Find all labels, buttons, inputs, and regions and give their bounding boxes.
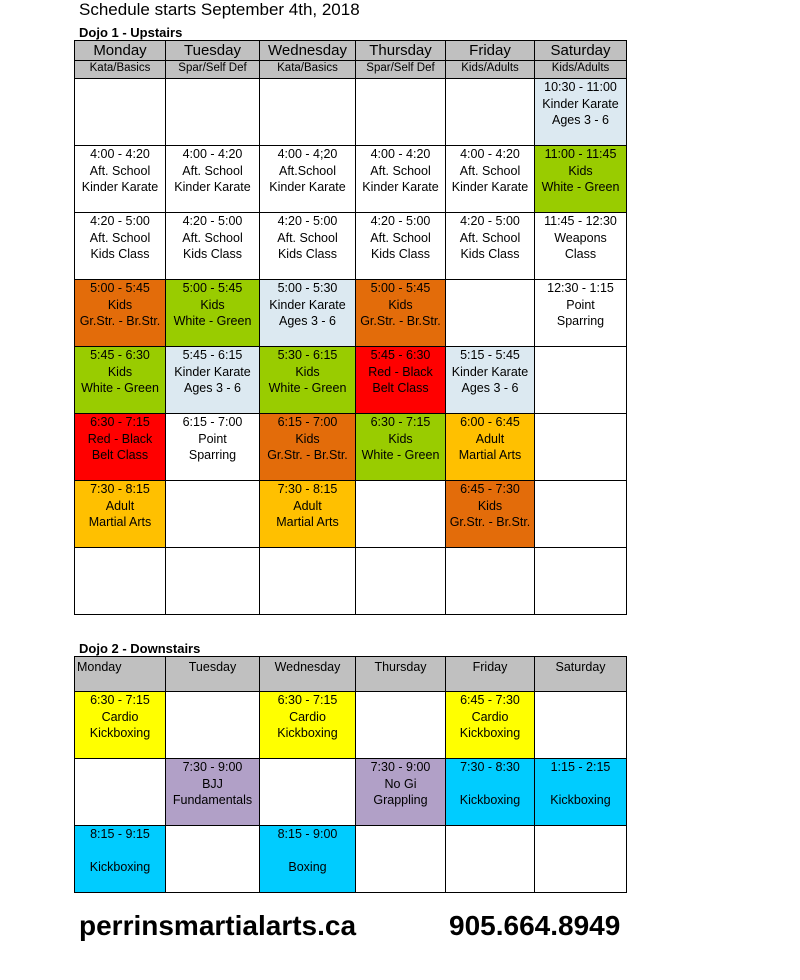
class-line [75,843,165,860]
class-cell [260,481,356,548]
class-cell [356,414,446,481]
class-line: Point [566,297,595,312]
empty-cell [75,548,166,615]
class-line: BJJ [202,776,223,791]
class-line: 4:20 - 5:00 [370,214,431,228]
class-line: 6:30 - 7:15 [90,693,150,707]
empty-cell [75,79,166,146]
empty-cell [356,826,446,893]
schedule-row [75,213,627,280]
class-cell [446,414,535,481]
empty-cell [356,481,446,548]
class-line: Adult [293,498,322,513]
class-line: Kids Class [460,247,520,261]
class-line: Martial Arts [88,515,152,529]
class-cell [446,692,535,759]
class-line: Kinder Karate [174,364,251,379]
class-line: 6:45 - 7:30 [460,482,520,496]
class-line: 4:20 - 5:00 [182,214,243,228]
class-cell [75,347,166,414]
class-line: Kids Class [370,247,431,261]
day-header: Friday [446,657,535,692]
class-line: 11:45 - 12:30 [544,214,617,228]
dojo2-schedule-table [74,656,627,893]
class-line [446,776,534,793]
empty-cell [446,79,535,146]
class-line [535,776,626,793]
class-line: 6:45 - 7:30 [460,693,520,707]
class-line: Kickboxing [277,726,338,740]
class-cell [356,280,446,347]
class-line: Adult [105,498,135,513]
empty-cell [356,79,446,146]
class-line: Class [564,247,597,261]
schedule-title: Schedule starts September 4th, 2018 [79,0,360,19]
empty-cell [75,759,166,826]
class-line: Martial Arts [276,515,339,529]
class-line: 6:15 - 7:00 [182,415,243,429]
class-line: 4:00 - 4:20 [370,147,431,161]
empty-cell [260,759,356,826]
class-line: 1:15 - 2:15 [550,760,611,774]
class-line: Cardio [101,709,139,724]
class-cell [75,280,166,347]
class-line: Aft. School [89,230,151,245]
class-line: 7:30 - 8:30 [460,760,520,774]
class-cell [75,213,166,280]
empty-cell [535,347,627,414]
dojo2-header-row [75,657,627,692]
class-line: Red - Black [87,431,153,446]
day-header [260,41,356,79]
class-line: Cardio [471,709,509,724]
class-line: 4:00 - 4;20 [277,147,338,161]
class-line: 5:00 - 5:45 [90,281,150,295]
empty-cell [166,548,260,615]
day-header: Monday [75,657,166,692]
day-focus: Kids/Adults [446,60,534,76]
class-line: Aft. School [459,230,521,245]
class-line: Cardio [289,709,326,724]
class-line: 4:00 - 4:20 [182,147,243,161]
class-line: Kickboxing [459,793,521,807]
class-line: Kids [107,364,133,379]
class-cell [260,213,356,280]
class-line: Kids Class [182,247,243,261]
day-name: Tuesday [184,42,241,59]
class-line: 4:00 - 4:20 [90,147,150,161]
class-line: 12:30 - 1:15 [547,281,614,295]
class-line: Kids [568,163,593,178]
schedule-row [75,347,627,414]
class-line: Aft. School [370,230,431,245]
class-cell [535,146,627,213]
class-cell [535,79,627,146]
class-line: Aft. School [182,163,243,178]
class-line: 6:30 - 7:15 [277,693,338,707]
class-cell [446,146,535,213]
class-line: Belt Class [91,448,149,462]
schedule-row [75,481,627,548]
day-focus: Kids/Adults [535,60,626,76]
class-line: White - Green [173,314,252,328]
class-line: Kickboxing [459,726,521,740]
class-line: 7:30 - 9:00 [182,760,243,774]
class-cell [75,146,166,213]
class-line: 6:30 - 7:15 [90,415,150,429]
day-header: Saturday [535,657,627,692]
dojo1-header-row [75,41,627,79]
schedule-row [75,548,627,615]
schedule-row [75,280,627,347]
class-cell [166,414,260,481]
class-line: 11:00 - 11:45 [544,147,617,161]
class-cell [166,146,260,213]
empty-cell [535,826,627,893]
class-line: 8:15 - 9:00 [277,827,338,841]
class-line: 7:30 - 8:15 [90,482,150,496]
class-cell [446,347,535,414]
day-header [75,41,166,79]
class-line: Kids [295,364,320,379]
class-cell [260,146,356,213]
class-cell [356,759,446,826]
empty-cell [260,548,356,615]
class-cell [356,146,446,213]
class-line: Kids [477,498,503,513]
class-line: Martial Arts [458,448,522,462]
class-line: Adult [475,431,505,446]
class-line: Ages 3 - 6 [184,381,241,395]
class-line: Fundamentals [172,793,253,807]
class-line: Aft. School [459,163,521,178]
class-line: White - Green [268,381,347,395]
class-cell [446,759,535,826]
class-line: 10:30 - 11:00 [544,80,617,94]
class-cell [260,826,356,893]
class-line: Kids Class [277,247,338,261]
class-line: Gr.Str. - Br.Str. [449,515,531,529]
class-line: Kinder Karate [174,180,251,194]
day-name: Monday [93,42,147,59]
class-line: Aft. School [370,163,431,178]
class-cell [166,759,260,826]
class-line: Kids [388,297,413,312]
empty-cell [260,79,356,146]
empty-cell [356,548,446,615]
class-line: Sparring [556,314,605,328]
class-cell [260,692,356,759]
schedule-row [75,759,627,826]
class-line: Kinder Karate [451,364,529,379]
class-cell [446,213,535,280]
day-focus: Spar/Self Def [166,60,259,76]
class-cell [260,347,356,414]
day-name: Thursday [369,42,432,59]
empty-cell [535,548,627,615]
dojo1-schedule-table [74,40,627,615]
class-line: 6:30 - 7:15 [370,415,431,429]
class-cell [166,213,260,280]
class-line: 5:45 - 6:30 [370,348,431,362]
class-cell [535,213,627,280]
day-header [535,41,627,79]
class-line: Aft. School [277,230,338,245]
class-cell [356,213,446,280]
class-line: No Gi [384,776,417,791]
class-line: Aft. School [89,163,151,178]
class-cell [535,759,627,826]
class-line: White - Green [541,180,620,194]
class-line: Kickboxing [89,860,151,874]
empty-cell [166,826,260,893]
empty-cell [535,414,627,481]
class-line: 6:00 - 6:45 [460,415,520,429]
class-line: 7:30 - 8:15 [277,482,338,496]
class-cell [75,481,166,548]
class-cell [260,414,356,481]
class-line: Sparring [188,448,237,462]
class-cell [446,481,535,548]
class-line: Gr.Str. - Br.Str. [267,448,348,462]
class-cell [260,280,356,347]
day-name: Friday [469,42,511,59]
day-focus: Kata/Basics [75,60,165,76]
empty-cell [535,481,627,548]
day-focus: Kata/Basics [260,60,355,76]
empty-cell [166,692,260,759]
class-line: 6:15 - 7:00 [277,415,338,429]
class-line: 8:15 - 9:15 [90,827,150,841]
day-name: Wednesday [268,42,347,59]
class-cell [166,347,260,414]
website-link[interactable]: perrinsmartialarts.ca [79,910,357,941]
schedule-row [75,79,627,146]
day-header [166,41,260,79]
empty-cell [166,481,260,548]
class-line: Ages 3 - 6 [461,381,519,395]
empty-cell [356,692,446,759]
class-line: 5:45 - 6:15 [182,348,243,362]
class-line: Kids [388,431,413,446]
class-line: Kids [200,297,225,312]
schedule-row [75,826,627,893]
class-line: Kickboxing [550,793,611,807]
class-line: 7:30 - 9:00 [370,760,431,774]
empty-cell [166,79,260,146]
class-cell [356,347,446,414]
class-line: Kids [295,431,320,446]
class-line: Kinder Karate [269,297,346,312]
day-header: Thursday [356,657,446,692]
dojo2-label: Dojo 2 - Downstairs [79,641,201,656]
class-line: 5:00 - 5:45 [370,281,431,295]
class-line [260,843,355,860]
class-line: Boxing [288,860,327,874]
class-line: Belt Class [372,381,429,395]
class-line: 5:00 - 5:30 [277,281,338,295]
class-line: 4:20 - 5:00 [460,214,520,228]
class-line: Gr.Str. - Br.Str. [79,314,161,328]
class-line: Kinder Karate [542,96,619,111]
class-line: Weapons [554,230,607,245]
class-line: Kickboxing [89,726,151,740]
class-line: Ages 3 - 6 [279,314,336,328]
schedule-row [75,414,627,481]
class-line: 5:30 - 6:15 [277,348,338,362]
class-line: Kinder Karate [269,180,346,194]
schedule-row [75,692,627,759]
day-focus: Spar/Self Def [356,60,445,76]
class-line: Kinder Karate [362,180,439,194]
empty-cell [535,692,627,759]
class-line: 4:20 - 5:00 [277,214,338,228]
class-cell [75,692,166,759]
class-line: Aft.School [279,163,336,178]
day-header: Tuesday [166,657,260,692]
class-line: Kids [107,297,133,312]
class-cell [75,414,166,481]
day-header [446,41,535,79]
class-line: 5:45 - 6:30 [90,348,150,362]
class-line: Point [198,431,227,446]
day-name: Saturday [550,42,611,59]
class-line: Kinder Karate [451,180,529,194]
class-cell [75,826,166,893]
class-cell [166,280,260,347]
class-line: White - Green [361,448,440,462]
class-cell [535,280,627,347]
class-line: 5:15 - 5:45 [460,348,520,362]
class-line: Kinder Karate [81,180,159,194]
class-line: Kids Class [90,247,150,261]
empty-cell [446,826,535,893]
class-line: Ages 3 - 6 [552,113,609,127]
class-line: Red - Black [368,364,433,379]
class-line: Grappling [373,793,428,807]
day-header: Wednesday [260,657,356,692]
empty-cell [446,280,535,347]
class-line: 4:20 - 5:00 [90,214,150,228]
class-line: 5:00 - 5:45 [182,281,243,295]
phone-number: 905.664.8949 [449,910,621,941]
schedule-row [75,146,627,213]
class-line: 4:00 - 4:20 [460,147,520,161]
class-line: Aft. School [182,230,243,245]
empty-cell [446,548,535,615]
day-header [356,41,446,79]
class-line: Gr.Str. - Br.Str. [360,314,441,328]
class-line: White - Green [81,381,159,395]
dojo1-label: Dojo 1 - Upstairs [79,25,183,40]
